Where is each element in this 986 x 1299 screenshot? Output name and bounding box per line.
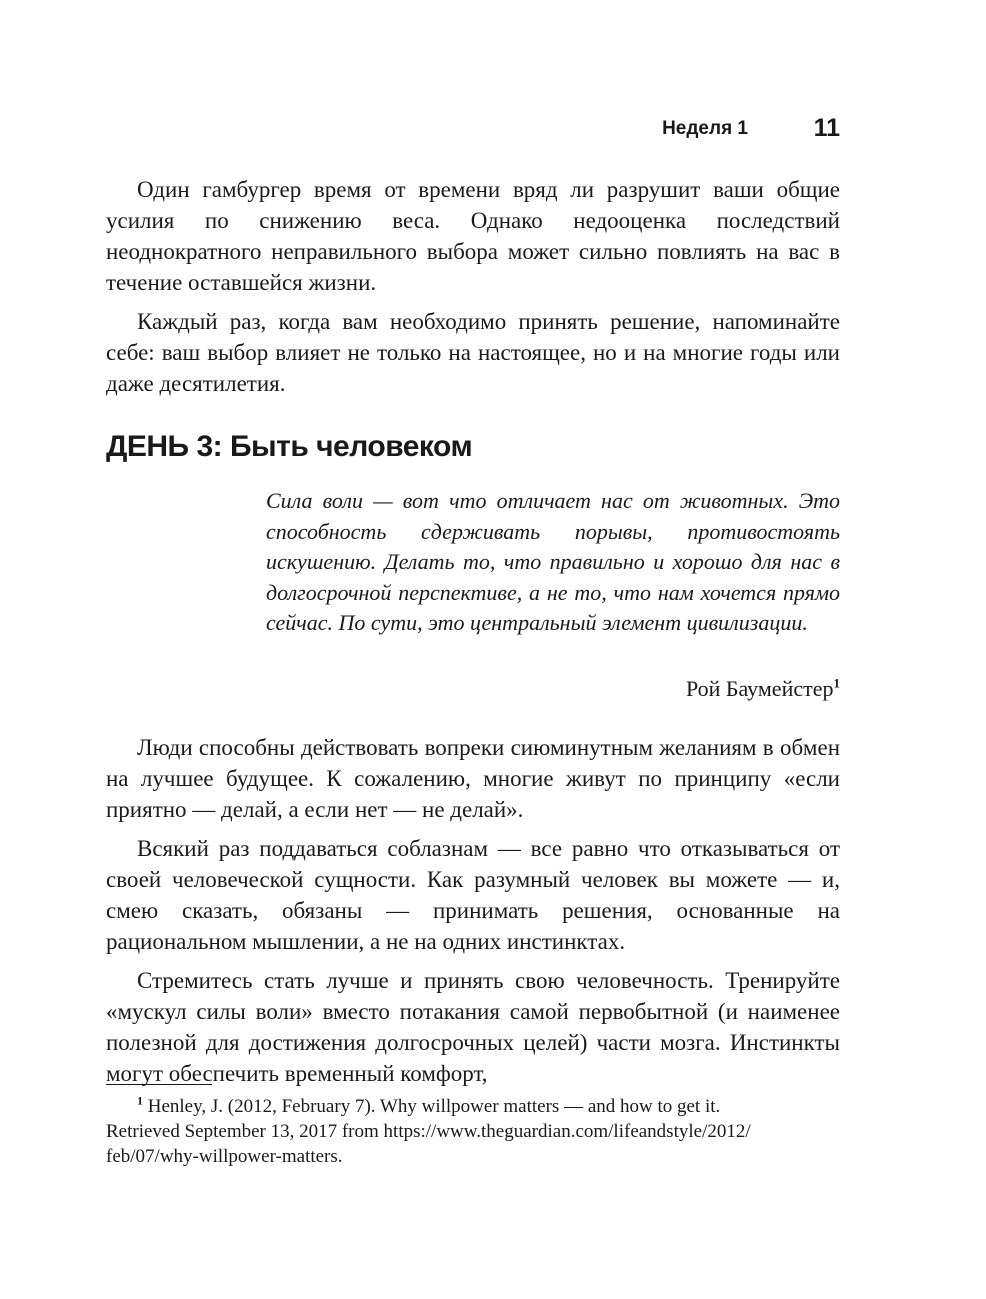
footnote-reference: 1: [833, 675, 840, 691]
page-number: 11: [813, 114, 840, 142]
footnote-divider: [106, 1084, 212, 1085]
main-paragraph-2: Всякий раз поддаваться соблазнам — все равно что отказываться от своей человеческой сущности. Как разумный человек вы можете — и, смею сказать, обязаны — принимать решения, основанные на рациональном мышлении, а не на одних инстинктах.: [106, 836, 840, 954]
epigraph-quote: Сила воли — вот что отличает нас от животных. Это способность сдерживать порывы, противостоять искушению. Делать то, что правильно и хорошо для нас в долгосрочной перспективе, а не то, что нам хочется прямо сейчас. По сути, это центральный элемент цивилизации.: [266, 488, 840, 635]
footnote-line-1: [106, 1094, 840, 1119]
main-paragraph-3: Стремитесь стать лучше и принять свою человечность. Тренируйте «мускул силы воли» вместо потакания самой первобытной (и наименее полезной для достижения долгосрочных целей) части мозга. Инстинкты могут обеспечить временный комфорт,: [106, 968, 840, 1086]
footnote-citation: Henley, J. (2012, February 7). Why willpower matters — and how to get it.: [147, 1096, 721, 1117]
section-heading: ДЕНЬ 3: Быть человеком: [106, 430, 473, 463]
footnote-line-2: Retrieved September 13, 2017 from https://www.theguardian.com/lifeandstyle/2012/: [106, 1121, 751, 1142]
main-text: [106, 732, 840, 1089]
intro-text: [106, 174, 840, 399]
footnote-line-3: feb/07/why-willpower-matters.: [106, 1146, 343, 1167]
footnote: [106, 1094, 840, 1169]
footnote-mark: 1: [137, 1093, 143, 1108]
intro-paragraph-1: Один гамбургер время от времени вряд ли разрушит ваши общие усилия по снижению веса. Однако недооценка последствий неоднократного неправильного выбора может сильно повлиять на вас в течение оставшейся жизни.: [106, 177, 840, 295]
epigraph-author-name: Рой Баумейстер: [685, 676, 834, 701]
intro-paragraph-2: Каждый раз, когда вам необходимо принять решение, напоминайте себе: ваш выбор влияет не только на настоящее, но и на многие годы или даже десятилетия.: [106, 309, 840, 396]
running-head: [106, 114, 840, 144]
running-head-section: Неделя 1: [662, 118, 748, 139]
epigraph-author: [686, 676, 840, 702]
main-paragraph-1: Люди способны действовать вопреки сиюминутным желаниям в обмен на лучшее будущее. К сожалению, многие живут по принципу «если приятно — делай, а если нет — не делай».: [106, 735, 840, 822]
